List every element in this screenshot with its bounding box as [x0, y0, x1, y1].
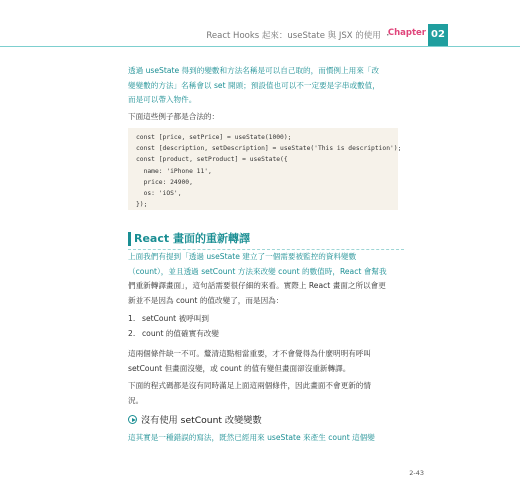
list-number: 2.: [128, 328, 136, 338]
note-line: 況。: [128, 395, 144, 405]
condition-list: [128, 312, 219, 341]
code-line: name: 'iPhone 11',: [136, 167, 212, 175]
section-title: React 畫面的重新轉譯: [128, 232, 250, 246]
code-line: const [product, setProduct] = useState({: [136, 156, 288, 164]
running-title: React Hooks 起來：useState 與 JSX 的使用 ・: [206, 31, 392, 41]
closing-line: 這其實是一種錯誤的寫法，既然已經用來 useState 來產生 count 這個變: [128, 433, 375, 442]
code-line: const [description, setDescription] = useState('This is description');: [136, 145, 402, 153]
intro-line: 變變數的方法」名稱會以 set 開頭；預設值也可以不一定要是字串或數值，: [128, 80, 380, 90]
code-line: os: 'iOS',: [136, 190, 182, 198]
section-paragraph: [128, 250, 404, 308]
section-line-text: 上面我們有提到「透過 useState 建立了一個需要被監控的資料變數: [128, 252, 357, 261]
explanation-line: 這兩個條件缺一不可。釐清這點相當重要，才不會覺得為什麼明明有呼叫: [128, 349, 371, 358]
lead-in-line: 下面這些例子都是合法的：: [128, 112, 220, 121]
list-text: setCount 被呼叫到: [142, 314, 209, 323]
play-circle-icon: [128, 415, 137, 424]
code-line: price: 24900,: [136, 178, 193, 186]
subsection-title: 沒有使用 setCount 改變變數: [141, 415, 262, 426]
intro-line: 而是可以帶入物件。: [128, 95, 197, 104]
chapter-label: Chapter: [387, 28, 426, 38]
list-item: [128, 312, 219, 327]
section-line-text: （count），並且透過 setCount 方法來改變 count 的數值時，React 會幫我: [128, 266, 387, 276]
list-item: [128, 327, 219, 342]
code-block: [128, 128, 402, 210]
lead-in-text: [128, 110, 404, 125]
list-text: count 的值確實有改變: [142, 328, 219, 338]
intro-line: 透過 useState 得到的變數和方法名稱是可以自己取的，而慣例上用來「改: [128, 66, 379, 75]
closing-paragraph: [128, 431, 404, 446]
subsection-heading: [128, 412, 262, 426]
code-line: });: [136, 201, 148, 209]
page-number: 2-43: [409, 469, 424, 477]
explanation-line: setCount 但畫面沒變，或 count 的值有變但畫面卻沒重新轉譯。: [128, 363, 351, 373]
note-line: 下面的程式碼都是沒有同時滿足上面這兩個條件，因此畫面不會更新的情: [128, 381, 371, 390]
note-paragraph: [128, 379, 404, 408]
section-line: [128, 250, 404, 265]
section-line: 新並不是因為 count 的值改變了，而是因為：: [128, 295, 284, 305]
code-line: const [price, setPrice] = useState(1000);: [136, 134, 292, 141]
explanation-paragraph: [128, 347, 404, 376]
intro-paragraph: [128, 64, 404, 108]
page-header: [0, 24, 520, 47]
chapter-number-badge: 02: [428, 24, 448, 46]
section-heading: [128, 227, 404, 250]
list-number: 1.: [128, 314, 136, 323]
section-line: 們重新轉譯畫面」，這句話需要很仔細的來看。實際上 React 畫面之所以會更: [128, 281, 386, 290]
section-line: [128, 265, 404, 280]
